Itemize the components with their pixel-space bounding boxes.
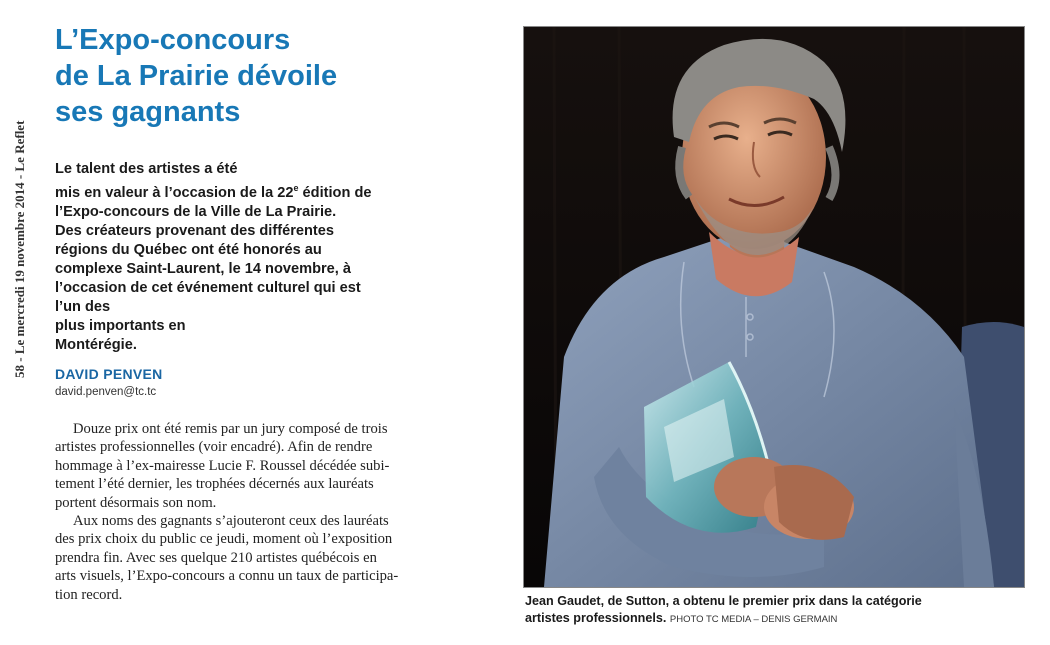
folio-text: 58 - Le mercredi 19 novembre 2014 - Le Reflet	[12, 120, 27, 378]
photo-illustration	[524, 27, 1024, 587]
body-paragraph	[55, 420, 505, 512]
lede-line: Montérégie.	[55, 336, 137, 353]
photo-credit: PHOTO TC MEDIA – DENIS GERMAIN	[669, 614, 838, 625]
body-line: hommage à l’ex-mairesse Lucie F. Roussel décédée subi-	[55, 457, 390, 474]
body-line: prendra fin. Avec ses quelque 210 artistes québécois en	[55, 549, 377, 566]
body-paragraph	[55, 512, 505, 604]
headline-line: ses gagnants	[55, 96, 241, 128]
body-line: Douze prix ont été remis par un jury composé de trois	[73, 421, 388, 437]
body-line: portent désormais son nom.	[55, 494, 217, 511]
headline-line: L’Expo-concours	[55, 24, 291, 56]
headline	[55, 22, 495, 130]
lede-line: Des créateurs provenant des différentes	[55, 222, 335, 239]
article-body	[55, 420, 505, 604]
body-line: arts visuels, l’Expo-concours a connu un taux de participa-	[55, 568, 399, 585]
page-folio	[12, 18, 32, 378]
lede-line: l’Expo-concours de la Ville de La Prairie.	[55, 203, 337, 220]
lede-line: l’occasion de cet événement culturel qui est	[55, 279, 361, 296]
body-line: tion record.	[55, 586, 123, 603]
lede-line: Le talent des artistes a été	[55, 161, 238, 177]
caption-line-2: artistes professionnels.	[525, 611, 667, 625]
lede-line: l’un des	[55, 298, 111, 315]
headline-line: de La Prairie dévoile	[55, 60, 338, 92]
lede-line: mis en valeur à l’occasion de la 22e édition de	[55, 183, 372, 201]
photo-caption	[525, 593, 1025, 628]
byline-author: DAVID PENVEN	[55, 366, 163, 382]
body-line: des prix choix du public ce jeudi, moment où l’exposition	[55, 531, 393, 548]
body-line: Aux noms des gagnants s’ajouteront ceux des lauréats	[73, 513, 389, 530]
lede	[55, 160, 475, 355]
lede-line: plus importants en	[55, 317, 186, 334]
lede-line: complexe Saint-Laurent, le 14 novembre, à	[55, 260, 352, 277]
byline-email[interactable]: david.penven@tc.tc	[55, 386, 157, 398]
article-photo	[523, 26, 1025, 588]
body-line: artistes professionnelles (voir encadré). Afin de rendre	[55, 439, 373, 456]
body-line: tement l’été dernier, les trophées décernés aux lauréats	[55, 476, 374, 493]
caption-line	[525, 610, 1025, 628]
lede-line: régions du Québec ont été honorés au	[55, 241, 322, 258]
caption-line: Jean Gaudet, de Sutton, a obtenu le premier prix dans la catégorie	[525, 594, 922, 608]
